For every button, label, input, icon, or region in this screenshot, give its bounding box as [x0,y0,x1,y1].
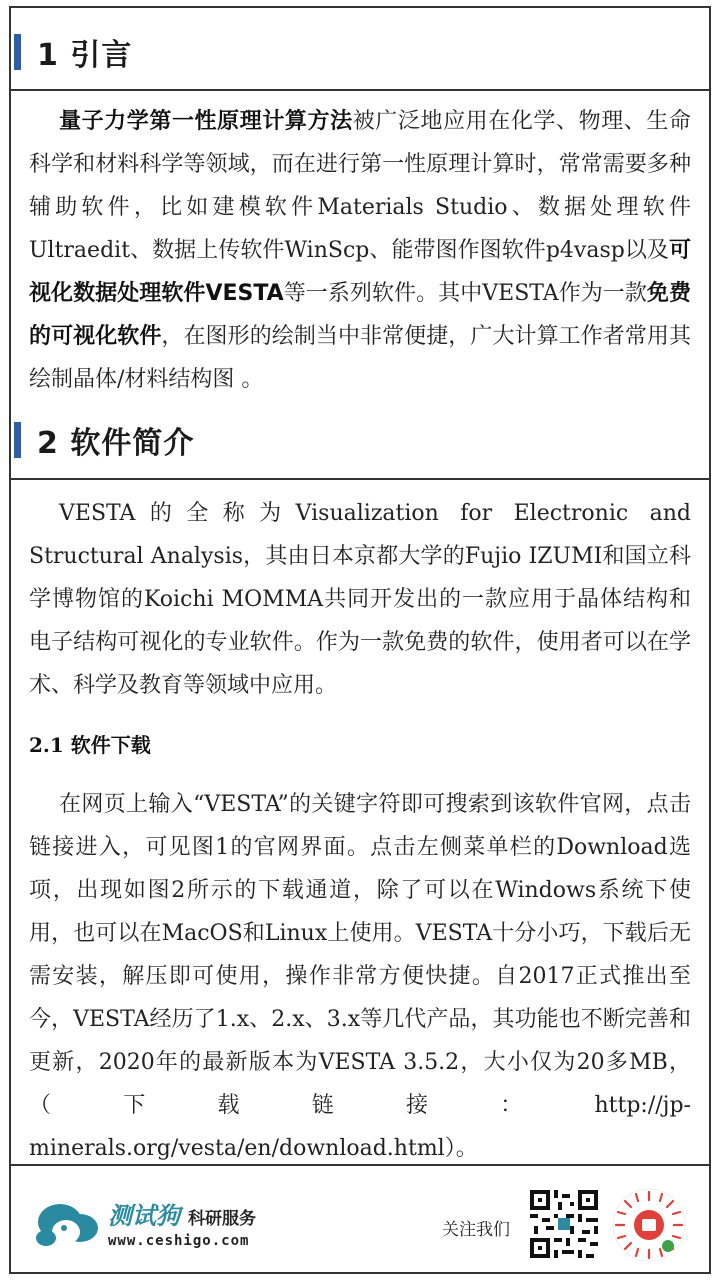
section-2-paragraph-1: VESTA的全称为Visualization for Electronic and Structural Analysis，其由日本京都大学的Fujio IZUMI和国立科学博物馆的Koichi MOMMA共同开发出的一款应用于晶体结构和电子结构可视化的专业软件。作为一款免费的软件，使用者可以在学术、科学及教育等领域中应用。 [29,501,691,698]
section-1-title: 1 引言 [37,38,133,73]
bold-text: 量子力学第一性原理计算方法 [59,109,353,134]
brand-logo[interactable] [36,1196,256,1249]
section-2-heading [14,418,194,462]
bold-text: 免费的可视化软件 [29,281,691,349]
section-1-heading [14,30,132,74]
dog-logo-icon [36,1198,102,1248]
section-1-divider [11,89,709,91]
qr-code-icon[interactable] [530,1190,598,1258]
brand-service: 科研服务 [188,1209,256,1229]
section-2-title: 2 软件简介 [37,426,195,461]
bold-text: 可视化数据处理软件VESTA [29,238,691,306]
brand-website: www.ceshigo.com [108,1233,250,1249]
subsection-2-1-title [29,729,151,758]
body-text: 等一系列软件。其中VESTA作为一款 [283,281,647,306]
section-2-paragraph-2: 在网页上输入“VESTA”的关键字符即可搜索到该软件官网，点击链接进入，可见图1的官网界面。点击左侧菜单栏的Download选项，出现如图2所示的下载通道，除了可以在Windows系统下使用，也可以在MacOS和Linux上使用。VESTA十分小巧，下载后无需安装，解压即可使用，操作非常方便快捷。自2017正式推出至今，VESTA经历了1.x、2.x、3.x等几代产品，其功能也不断完善和更新，2020年的最新版本为VESTA 3.5.2，大小仅为20多MB，（下载链接：http://jp-minerals.org/vesta/en/download.html）。 [29,792,691,1161]
brand-text [108,1196,256,1249]
heading-accent-bar [14,422,21,458]
mini-program-code-icon[interactable] [612,1188,686,1262]
subsection-number: 2.1 [29,733,71,757]
follow-us-label: 关注我们 [442,1220,510,1240]
brand-name: 测试狗 [108,1202,180,1230]
subsection-label: 软件下载 [70,733,151,757]
section-1-paragraph [29,100,691,401]
heading-accent-bar [14,34,21,70]
section-2-divider [11,478,709,480]
footer-divider [11,1164,709,1166]
body-text: 被广泛地应用在化学、物理、生命科学和材料科学等领域，而在进行第一性原理计算时，常常需要多种辅助软件，比如建模软件Materials Studio、数据处理软件Ultraedit、数据上传软件WinScp、能带图作图软件p4vasp以及 [29,109,691,263]
body-text: ，在图形的绘制当中非常便捷，广大计算工作者常用其绘制晶体/材料结构图 。 [29,324,691,392]
